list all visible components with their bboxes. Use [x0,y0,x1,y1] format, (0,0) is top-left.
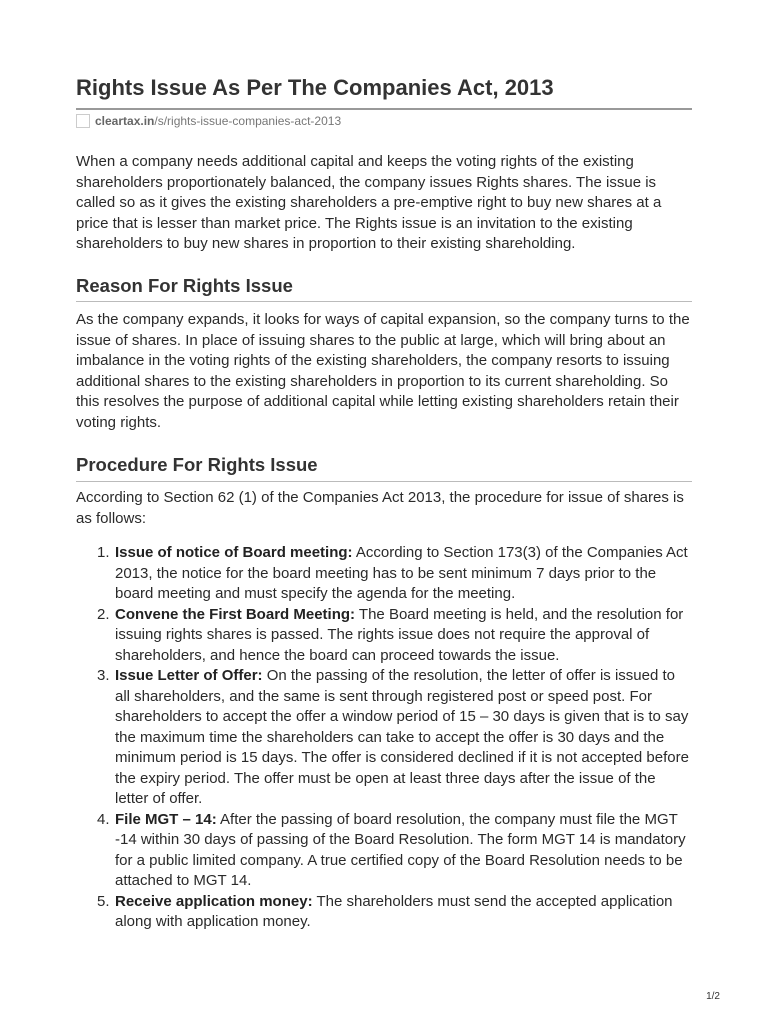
source-domain[interactable]: cleartax.in [95,114,155,128]
step-text: The Board meeting is held, and the resolution for issuing rights shares is passed. The rights issue does not require the approval of shareholders, and hence the board can proceed towards the issue. [115,605,684,664]
procedure-heading: Procedure For Rights Issue [76,454,318,475]
step-title: Issue Letter of Offer: [115,667,263,684]
procedure-divider [76,481,692,482]
step-text: The shareholders must send the accepted application along with application money. [115,892,673,930]
step-text: On the passing of the resolution, the letter of offer is issued to all shareholders, and the same is sent through registered post or speed post. For shareholders to accept the offer a window period of 15 – 30 days is given that is to say the maximum time the shareholders can take to accept the offer is 30 days and the minimum period is 15 days. The offer is considered declined if it is not accepted before the expiry period. The offer must be open at least three days after the issue of the letter of offer. [115,667,689,807]
favicon-icon [76,114,90,128]
procedure-steps [76,543,692,933]
reason-heading: Reason For Rights Issue [76,275,293,296]
procedure-step [76,605,692,667]
step-title: Receive application money: [115,892,313,910]
procedure-step [76,543,692,605]
page-title: Rights Issue As Per The Companies Act, 2013 [76,75,554,100]
step-text: After the passing of board resolution, the company must file the MGT -14 within 30 days of passing of the Board Resolution. The form MGT 14 is mandatory for a public limited company. A true certified copy of the Board Resolution needs to be attached to MGT 14. [115,810,686,889]
step-title: Issue of notice of Board meeting: [115,544,353,561]
step-number: 3. [97,667,110,684]
step-text: According to Section 173(3) of the Companies Act 2013, the notice for the board meeting has to be sent minimum 7 days prior to the board meeting and must specify the agenda for the meeting. [115,544,688,602]
page-number: 1/2 [706,991,720,1002]
step-title: Convene the First Board Meeting: [115,605,356,623]
reason-divider [76,301,692,302]
step-number: 5. [97,892,110,910]
source-link[interactable] [76,114,341,128]
title-divider [76,108,692,110]
reason-paragraph: As the company expands, it looks for ways of capital expansion, so the company turns to the issue of shares. In place of issuing shares to the public at large, which will bring about an imbalance in the voting rights of the existing shareholders, the company resorts to issuing additional shares to the existing shareholders in proportion to its current shareholding. So this resolves the purpose of additional capital while letting existing shareholders retain their voting rights. [76,311,690,431]
intro-paragraph: When a company needs additional capital and keeps the voting rights of the existing shareholders proportionately balanced, the company issues Rights shares. The issue is called so as it gives the existing shareholders a pre-emptive right to buy new shares at a price that is lesser than market price. The Rights issue is an invitation to the existing shareholders to buy new shares in proportion to their existing shareholding. [76,153,662,252]
step-number: 4. [97,810,110,828]
step-number: 1. [97,544,110,561]
step-title: File MGT – 14: [115,810,217,828]
procedure-step [76,666,692,810]
procedure-step [76,892,692,933]
source-path[interactable]: /s/rights-issue-companies-act-2013 [154,114,342,128]
step-number: 2. [97,605,110,623]
procedure-step [76,810,692,892]
procedure-intro: According to Section 62 (1) of the Companies Act 2013, the procedure for issue of shares is as follows: [76,489,684,527]
